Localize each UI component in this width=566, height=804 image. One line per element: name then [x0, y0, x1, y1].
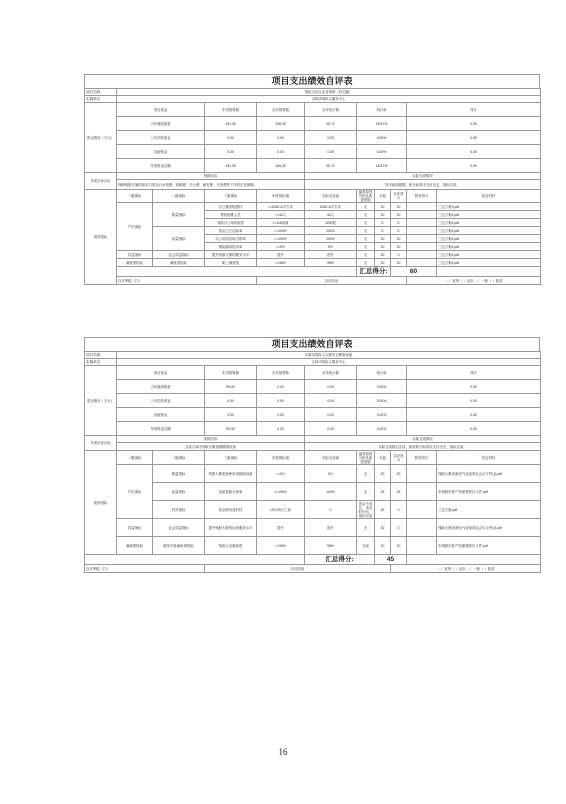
- ind-actual: 100%: [305, 235, 357, 243]
- fund-row-label: 上年结转资金: [117, 394, 205, 408]
- fund-cell: 0.00: [305, 422, 357, 436]
- fund-header: 项目资金: [117, 103, 205, 117]
- total-score: 45: [375, 555, 407, 565]
- ind-weight: 30: [375, 519, 391, 537]
- fund-header: 年初预算数: [205, 366, 257, 380]
- ind-header: 分值: [375, 451, 391, 465]
- evaluation-form-2: [84, 337, 540, 573]
- fund-cell: 0.00: [205, 131, 257, 145]
- fund-cell: 25.71: [305, 159, 357, 173]
- cat-satisfaction: 满意度指标: [117, 537, 153, 555]
- fund-cell: 0.00%: [357, 380, 407, 394]
- evaluation-form-1: [84, 74, 540, 285]
- ind-actual: 95%: [305, 537, 357, 555]
- fund-cell: 0.00%: [357, 394, 407, 408]
- ind-reason: 完成: [357, 537, 375, 555]
- ind-verify: [407, 243, 437, 251]
- ind-verify: [407, 259, 437, 267]
- ind-score: 10: [391, 259, 407, 267]
- fund-row-label: 上年结转资金: [117, 131, 205, 145]
- ind-evidence: 市残联年度产权重要报告文件.pdf: [437, 483, 541, 501]
- sub-quality: 质量指标: [153, 483, 205, 501]
- planned-goal: 保障残联大厦的基本日常运行水电费、取暖费、办公费、邮电费、日用费等工作的正常保障。: [117, 180, 305, 190]
- ind-verify: [407, 203, 437, 211]
- fund-cell: 0.00%: [357, 145, 407, 159]
- unit-label: 实施单位: [85, 359, 117, 366]
- fund-cell: 0.00: [305, 408, 357, 422]
- fund-label: 资金情况（万元）: [85, 103, 117, 173]
- ind-name: 帮扶困难人员: [205, 211, 257, 219]
- ind-weight: 15: [375, 501, 391, 519]
- perf-label: 绩效指标: [85, 190, 117, 285]
- ind-header: 偏差原因分析及改进措施: [357, 451, 375, 465]
- ind-score: 5: [391, 227, 407, 235]
- ind-score: 10: [391, 243, 407, 251]
- ind-score: 10: [391, 203, 407, 211]
- ind-verify: [407, 537, 437, 555]
- ind-target: 提升: [257, 519, 305, 537]
- ind-actual: 提升: [305, 519, 357, 537]
- ind-reason: 无: [357, 203, 375, 211]
- fund-header: 项目资金: [117, 366, 205, 380]
- ind-header: 三级指标: [205, 190, 257, 203]
- ind-reason: 无: [357, 227, 375, 235]
- fund-header: 全年预算数: [257, 366, 305, 380]
- sub-social: 社会效益指标: [153, 251, 205, 259]
- fund-header: 执行率: [357, 103, 407, 117]
- ind-actual: 100%: [305, 483, 357, 501]
- ind-name: 职工满意度: [205, 259, 257, 267]
- ind-reason: 资金不到位，未及时付出，指标完成: [357, 501, 375, 519]
- ind-header: 佐证材料: [437, 190, 541, 203]
- fund-label: 资金情况（万元）: [85, 366, 117, 436]
- fund-cell: 25.71: [305, 117, 357, 131]
- ind-evidence: 三定方案3.pdf: [437, 259, 541, 267]
- ind-reason: 无: [357, 211, 375, 219]
- ind-name: 资金卫生达标率: [205, 227, 257, 235]
- total-score: 60: [391, 267, 437, 277]
- footer-label: 自评等级（打）: [85, 565, 205, 573]
- ind-header: 偏差原因分析及改进措施: [357, 190, 375, 203]
- fund-cell: 106.25: [257, 117, 305, 131]
- ind-header: 年度指标值: [257, 190, 305, 203]
- goal-label: 年度总体目标: [85, 436, 117, 451]
- ind-actual: 提升: [305, 251, 357, 259]
- planned-goal-header: 预期目标: [117, 173, 305, 180]
- ind-target: <=116条数: [257, 219, 305, 227]
- ind-reason: 无: [357, 483, 375, 501]
- fund-cell: 0.20: [257, 422, 305, 436]
- ind-evidence: 残联大厦设备电气设备项目会议文件(1).pdf: [437, 465, 541, 483]
- ind-target: >=100%: [257, 483, 305, 501]
- cat-output: 产出指标: [117, 203, 153, 251]
- fund-row-label: 当年财政拨款: [117, 380, 205, 394]
- project-name: 残疾人综合业务管理（收支额）: [117, 89, 541, 96]
- ind-weight: 10: [375, 211, 391, 219]
- total-label: 汇总得分:: [305, 555, 375, 565]
- fund-cell: 18.67%: [357, 117, 407, 131]
- ind-target: >=100%: [257, 235, 305, 243]
- footer-mid: 自评结论: [257, 277, 407, 285]
- sub-quality: 质量指标: [153, 227, 205, 251]
- ind-header: 一级指标: [117, 451, 153, 465]
- ind-evidence: 三定方案3.pdf: [437, 211, 541, 219]
- ind-weight: 10: [375, 537, 391, 555]
- ind-header: 佐证材料: [437, 451, 541, 465]
- sub-service: 服务对象满意度指标: [153, 537, 205, 555]
- ind-name: 残疾人员满意度: [205, 537, 257, 555]
- fund-row-label: 年度资金总额: [117, 159, 205, 173]
- ind-weight: 10: [375, 243, 391, 251]
- ind-header: 三级指标: [205, 451, 257, 465]
- unit-value: 吉林市残疾人服务中心: [117, 359, 541, 366]
- actual-goal: 按市政府数据、积分标准未支付出去，指标完成。: [305, 180, 541, 190]
- ind-actual: 16条数: [305, 219, 357, 227]
- fund-cell: 0.00: [305, 145, 357, 159]
- fund-header: 执行率: [357, 366, 407, 380]
- ind-verify: [407, 519, 437, 537]
- ind-name: 设备更新合格率: [205, 483, 257, 501]
- ind-header: 核验得分: [407, 451, 437, 465]
- ind-header: 一级指标: [117, 190, 153, 203]
- ind-header: 二级指标: [153, 451, 205, 465]
- ind-evidence: 三定方案3.pdf: [437, 219, 541, 227]
- fund-row-label: 其他资金: [117, 145, 205, 159]
- fund-header: 全年执行数: [305, 103, 357, 117]
- ind-target: >=98%: [257, 259, 305, 267]
- unit-value: 吉林市残疾人服务中心: [117, 96, 541, 103]
- ind-weight: 5: [375, 227, 391, 235]
- fund-cell: 0.00: [257, 394, 305, 408]
- planned-goal: 完成吉林市残联大厦电梯维修设备: [117, 443, 305, 451]
- unit-label: 实施单位: [85, 96, 117, 103]
- fund-cell: 0.00: [205, 145, 257, 159]
- ind-verify: [407, 227, 437, 235]
- ind-target: 提升: [257, 251, 305, 259]
- ind-verify: [407, 465, 437, 483]
- ind-header: 分值: [375, 190, 391, 203]
- form-title: 项目支出绩效自评表: [84, 74, 540, 88]
- perf-label: 绩效指标: [85, 451, 117, 555]
- ind-name: 残疾办公场所租赁: [205, 219, 257, 227]
- fund-cell: 0.00: [305, 380, 357, 394]
- planned-goal-header: 预期目标: [117, 436, 305, 443]
- ind-verify: [407, 219, 437, 227]
- ind-verify: [407, 483, 437, 501]
- fund-row-label: 当年财政拨款: [117, 117, 205, 131]
- fund-cell: 0.00: [407, 380, 541, 394]
- footer-options: （ ）优秀（ ）良好（ ）一般（ ）较差: [391, 565, 541, 573]
- ind-verify: [407, 211, 437, 219]
- ind-weight: 10: [375, 259, 391, 267]
- fund-cell: 0.00%: [357, 408, 407, 422]
- ind-reason: 无: [357, 519, 375, 537]
- ind-actual: 5%: [305, 243, 357, 251]
- ind-header: 实际完成值: [305, 190, 357, 203]
- ind-actual: 0台: [305, 465, 357, 483]
- ind-actual: 95%: [305, 259, 357, 267]
- sub-social: 社会效益指标: [153, 519, 205, 537]
- page-number: 16: [278, 747, 288, 757]
- fund-row-label: 其他资金: [117, 408, 205, 422]
- fund-row-label: 年度资金总额: [117, 422, 205, 436]
- ind-target: >=100%: [257, 227, 305, 235]
- ind-reason: 无: [357, 219, 375, 227]
- sub-service: 满意度指标: [153, 259, 205, 267]
- cat-benefit: 效益指标: [117, 519, 153, 537]
- ind-weight: 15: [375, 483, 391, 501]
- ind-score: 10: [391, 537, 407, 555]
- ind-reason: 无: [357, 259, 375, 267]
- fund-cell: 0.00: [407, 408, 541, 422]
- ind-verify: [407, 501, 437, 519]
- sub-quantity: 数量指标: [153, 203, 205, 227]
- project-name-label: 项目名称: [85, 352, 117, 359]
- ind-evidence: 三定方案3.pdf: [437, 235, 541, 243]
- fund-header: 年初预算数: [205, 103, 257, 117]
- actual-goal: 实际完成数目完成，政府积分标准未支付出去，指标完成。: [305, 443, 541, 451]
- sub-time: 时效指标: [153, 501, 205, 519]
- ind-target: <=44人: [257, 211, 305, 219]
- ind-target: 10月30日之前: [257, 501, 305, 519]
- fund-cell: 0.00: [257, 145, 305, 159]
- ind-name: 办公楼采购建材: [205, 203, 257, 211]
- fund-header: 得分: [407, 366, 541, 380]
- fund-cell: 0.00: [257, 408, 305, 422]
- ind-name: 残联大厦更新使用电梯和设备: [205, 465, 257, 483]
- fund-cell: 0.00: [205, 408, 257, 422]
- ind-actual: 6451.8平方米: [305, 203, 357, 211]
- ind-score: 0: [391, 251, 407, 259]
- ind-actual: 44人: [305, 211, 357, 219]
- ind-header: 年度指标值: [257, 451, 305, 465]
- ind-actual: 100%: [305, 227, 357, 235]
- ind-name: 资金使用及时性: [205, 501, 257, 519]
- ind-header: 核验得分: [407, 190, 437, 203]
- project-name-label: 项目名称: [85, 89, 117, 96]
- ind-header: 实际完成值: [305, 451, 357, 465]
- ind-score: 0: [391, 519, 407, 537]
- fund-header: 全年预算数: [257, 103, 305, 117]
- goal-label: 年度总体目标: [85, 173, 117, 190]
- ind-score: 20: [391, 465, 407, 483]
- ind-weight: 10: [375, 203, 391, 211]
- ind-header: 自评得分: [391, 451, 407, 465]
- fund-cell: 0.00: [407, 159, 541, 173]
- project-name: 吉林市残疾人大厦安全维修设备: [117, 352, 541, 359]
- ind-evidence: 三定方案3.pdf: [437, 203, 541, 211]
- ind-name: 提升残联大厦的运营服务水平: [205, 519, 257, 537]
- ind-reason: 无: [357, 243, 375, 251]
- ind-score: 15: [391, 483, 407, 501]
- footer-mid: 自评结论: [205, 565, 391, 573]
- fund-cell: 0.00: [305, 131, 357, 145]
- fund-cell: 0.00: [407, 422, 541, 436]
- actual-goal-header: 实际完成情况: [305, 436, 541, 443]
- ind-name: 保险漏项投诉率: [205, 243, 257, 251]
- ind-target: <=5%: [257, 243, 305, 251]
- ind-target: >=0台: [257, 465, 305, 483]
- actual-goal-header: 实际完成情况: [305, 173, 541, 180]
- cat-output: 产出指标: [117, 465, 153, 519]
- total-label: 汇总得分:: [357, 267, 391, 277]
- ind-name: 提升残联大厦的服务水平: [205, 251, 257, 259]
- ind-name: 办公用品验收合格率: [205, 235, 257, 243]
- fund-header: 全年执行数: [305, 366, 357, 380]
- fund-cell: 95.00: [205, 380, 257, 394]
- footer-label: 自评等级（打）: [117, 277, 257, 285]
- ind-verify: [407, 251, 437, 259]
- fund-cell: 0.00: [407, 117, 541, 131]
- ind-header: 自评得分: [391, 190, 407, 203]
- ind-target: <=6451.8平方米: [257, 203, 305, 211]
- fund-cell: 0.00%: [357, 131, 407, 145]
- sub-quantity: 数量指标: [153, 465, 205, 483]
- ind-reason: 无: [357, 235, 375, 243]
- ind-weight: 10: [375, 235, 391, 243]
- fund-cell: 0.20: [257, 380, 305, 394]
- fund-cell: 151.35: [205, 117, 257, 131]
- ind-reason: 无: [357, 251, 375, 259]
- form-table: [84, 88, 541, 285]
- fund-cell: 0.00%: [357, 422, 407, 436]
- ind-evidence: 三定方案3.pdf: [437, 251, 541, 259]
- cat-satisfaction: 满意度指标: [117, 259, 153, 267]
- ind-weight: 5: [375, 219, 391, 227]
- fund-cell: 18.67%: [357, 159, 407, 173]
- ind-evidence: 三定方案.pdf: [437, 501, 541, 519]
- ind-weight: 30: [375, 251, 391, 259]
- ind-evidence: 残联大厦设备电气设备项目会议文件(1).pdf: [437, 519, 541, 537]
- fund-cell: 151.35: [205, 159, 257, 173]
- footer-options: （ ）优秀（ ）良好（ ）一般（ ）较差: [407, 277, 541, 285]
- fund-header: 得分: [407, 103, 541, 117]
- fund-cell: 0.00: [305, 394, 357, 408]
- ind-weight: 20: [375, 465, 391, 483]
- fund-cell: 0.00: [407, 131, 541, 145]
- fund-cell: 0.00: [257, 131, 305, 145]
- fund-cell: 0.00: [205, 394, 257, 408]
- ind-reason: 无: [357, 465, 375, 483]
- form-table: [84, 351, 541, 573]
- ind-score: 10: [391, 211, 407, 219]
- fund-cell: 106.25: [257, 159, 305, 173]
- ind-target: >=90%: [257, 537, 305, 555]
- ind-header: 二级指标: [153, 190, 205, 203]
- ind-score: 0: [391, 501, 407, 519]
- ind-actual: 0: [305, 501, 357, 519]
- ind-verify: [407, 235, 437, 243]
- form-title: 项目支出绩效自评表: [84, 337, 540, 351]
- ind-evidence: 三定方案3.pdf: [437, 227, 541, 235]
- ind-score: 10: [391, 235, 407, 243]
- fund-cell: 0.00: [407, 145, 541, 159]
- fund-cell: 95.00: [205, 422, 257, 436]
- fund-cell: 0.00: [407, 394, 541, 408]
- ind-evidence: 市残联年度产权重要报告文件.pdf: [437, 537, 541, 555]
- cat-benefit: 效益指标: [117, 251, 153, 259]
- ind-score: 5: [391, 219, 407, 227]
- ind-evidence: 三定方案3.pdf: [437, 243, 541, 251]
